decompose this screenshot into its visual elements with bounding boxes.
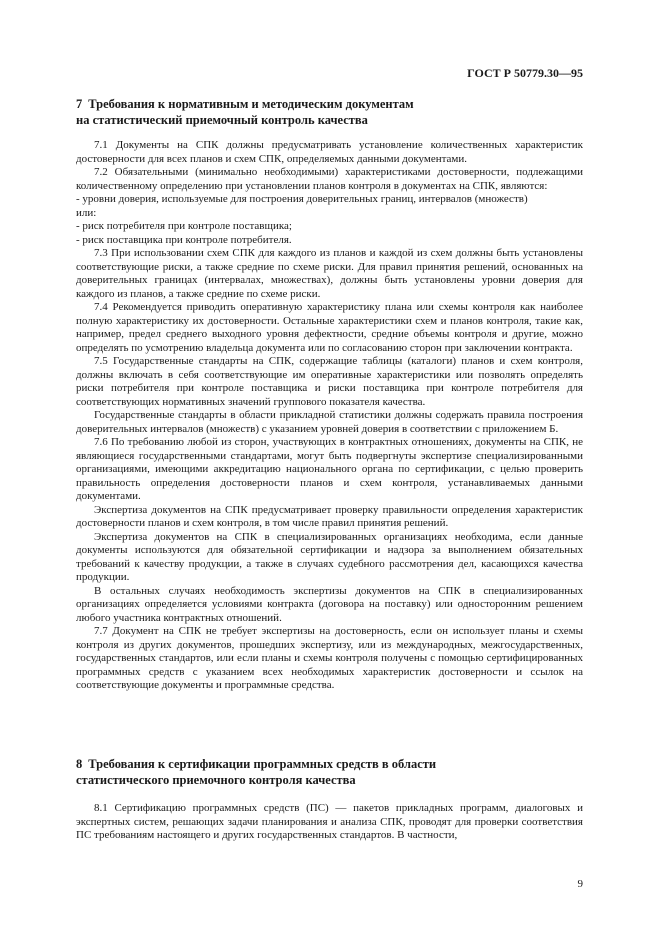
section-7-body: [76, 139, 583, 693]
section-8-number: 8: [76, 757, 83, 771]
paragraph-7-4: 7.4 Рекомендуется приводить оперативную характеристику плана или схемы контроля как наиболее полную характеристику их достоверности. Остальные характеристики схем и планов контроля, такие как, например, предел среднего выходного уровня дефектности, средние объемы контроля и другие, можно определять по усмотрению владельца документа или по согласованию сторон при заключении контракта.: [76, 301, 583, 354]
paragraph-7-6-other-cases: В остальных случаях необходимость экспертизы документов на СПК в специализированных организациях определяется условиями контракта (договора на поставку) или односторонним решением любого участника контрактных отношений.: [76, 584, 583, 624]
paragraph-7-7: 7.7 Документ на СПК не требует экспертизы на достоверность, если он использует планы и схемы контроля из других документов, прошедших экспертизу, или из международных, межгосударственных, государственных стандартов, или если планы и схемы контроля получены с помощью сертифицированных программных средств с указанием всех необходимых характеристик достоверности и ссылок на соответствующие документы и программные средства.: [76, 625, 583, 691]
section-7-title-line1: Требования к нормативным и методическим документам: [88, 97, 414, 111]
section-8-title-line2: статистического приемочного контроля качества: [76, 773, 356, 787]
paragraph-7-5: 7.5 Государственные стандарты на СПК, содержащие таблицы (каталоги) планов и схем контроля, должны включать в себя соответствующие им оперативные характеристики или позволять определять риски потребителя при контроле поставщика и риски поставщика при контроле потребителя для соответствующих нормативных значений группового показателя качества.: [76, 355, 583, 408]
section-7-heading: [76, 96, 583, 128]
document-code: ГОСТ Р 50779.30—95: [467, 66, 583, 80]
paragraph-8-1: 8.1 Сертификацию программных средств (ПС) — пакетов прикладных программ, диалоговых и экспертных систем, решающих задачи планирования и анализа СПК, проводят для проверки соответствия ПС требованиям настоящего и других государственных стандартов. В частности,: [76, 802, 583, 841]
paragraph-7-2: 7.2 Обязательными (минимально необходимыми) характеристиками достоверности, подлежащими количественному определению при установлении планов контроля в документах на СПК, являются:: [76, 166, 583, 192]
list-item-confidence-levels: - уровни доверия, используемые для построения доверительных границ, интервалов (множеств): [76, 193, 528, 205]
paragraph-7-3: 7.3 При использовании схем СПК для каждого из планов и каждой из схем должны быть установлены соответствующие риски, а также средние по схеме риски. Для правил принятия решений, основанных на доверительных границах (интервалах, множествах), должны быть установлены уровни доверия для каждого из планов, а также средние по схеме риски.: [76, 247, 583, 300]
paragraph-7-6-necessity: Экспертиза документов на СПК в специализированных организациях необходима, если данные документы используются для обязательной сертификации и надзора за выполнением обязательных требований к качеству продукции, а также в случаях судебного рассмотрения дел, касающихся качества продукции.: [76, 530, 583, 583]
paragraph-7-6-expertise: Экспертиза документов на СПК предусматривает проверку правильности определения характеристик достоверности планов и схем контроля, в том числе правил принятия решений.: [76, 503, 583, 529]
paragraph-7-5-standards: Государственные стандарты в области прикладной статистики должны содержать правила построения доверительных интервалов (множеств) с указанием уровней доверия в соответствии с приложением Б.: [76, 409, 583, 435]
section-7-number: 7: [76, 97, 83, 111]
page-number: 9: [577, 878, 583, 890]
section-7-title-line2: на статистический приемочный контроль качества: [76, 113, 368, 127]
list-item-consumer-risk: - риск потребителя при контроле поставщика;: [76, 220, 292, 232]
section-8-title-line1: Требования к сертификации программных средств в области: [88, 757, 437, 771]
paragraph-7-6: 7.6 По требованию любой из сторон, участвующих в контрактных отношениях, документы на СПК, не являющиеся государственными стандартами, могут быть подвергнуты экспертизе специализированными организациями, имеющими аккредитацию национального органа по сертификации, с целью проверить правильность определения достоверности планов и схем контроля, устанавливаемых данными документами.: [76, 436, 583, 502]
section-8-heading: [76, 756, 583, 788]
list-connector-or: или:: [76, 206, 97, 219]
section-8-body: [76, 802, 583, 843]
paragraph-7-1: 7.1 Документы на СПК должны предусматривать установление количественных характеристик достоверности для всех планов и схем СПК, определяемых данными документами.: [76, 139, 583, 165]
list-item-supplier-risk: - риск поставщика при контроле потребителя.: [76, 233, 292, 246]
